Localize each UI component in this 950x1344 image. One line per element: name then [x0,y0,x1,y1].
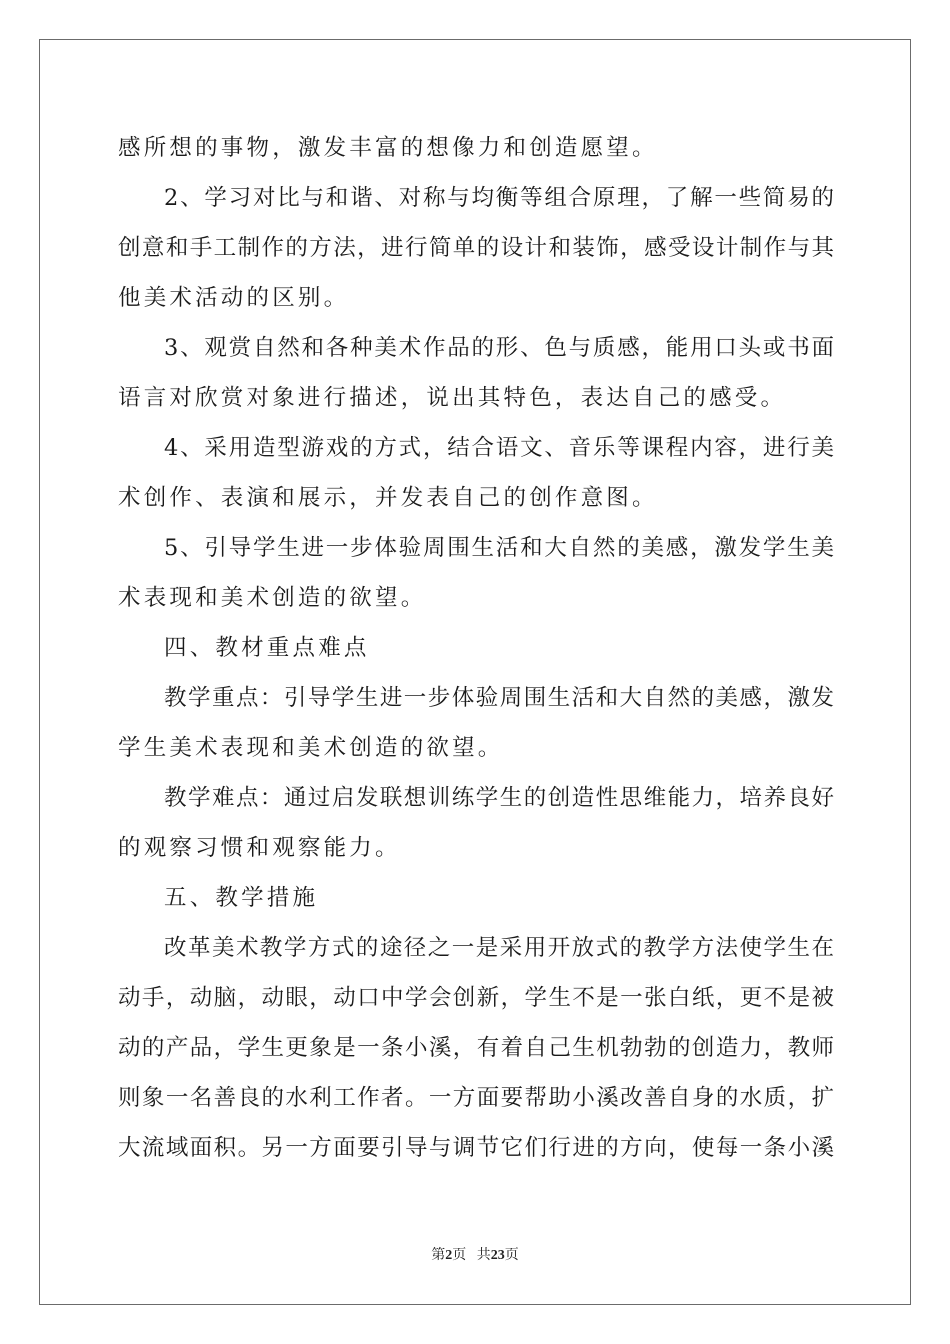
text-line: 5、引导学生进一步体验周围生活和大自然的美感，激发学生美 [164,535,834,561]
text-line: 五、教学措施 [164,885,319,911]
text-line: 改革美术教学方式的途径之一是采用开放式的教学方法使学生在 [164,935,834,961]
text-line: 4、采用造型游戏的方式，结合语文、音乐等课程内容，进行美 [164,435,834,461]
page-footer [0,1244,950,1264]
text-line: 的观察习惯和观察能力。 [118,835,401,861]
text-line: 动手，动脑，动眼，动口中学会创新，学生不是一张白纸，更不是被 [118,985,834,1011]
page-number: 2 [445,1248,453,1263]
total-suffix: 页 [504,1248,519,1263]
text-line: 2、学习对比与和谐、对称与均衡等组合原理，了解一些简易的 [164,185,834,211]
text-line: 动的产品，学生更象是一条小溪，有着自己生机勃勃的创造力，教师 [118,1035,834,1061]
text-line: 语言对欣赏对象进行描述，说出其特色，表达自己的感受。 [118,385,787,411]
document-body [118,123,834,1173]
text-line: 感所想的事物，激发丰富的想像力和创造愿望。 [118,135,658,161]
text-line: 大流域面积。另一方面要引导与调节它们行进的方向，使每一条小溪 [118,1135,834,1161]
text-line: 四、教材重点难点 [164,635,370,661]
text-line: 创意和手工制作的方法，进行简单的设计和装饰，感受设计制作与其 [118,235,834,261]
page-prefix: 第 [431,1248,446,1263]
total-pages: 23 [490,1248,505,1263]
total-prefix: 共 [476,1248,491,1263]
text-line: 则象一名善良的水利工作者。一方面要帮助小溪改善自身的水质，扩 [118,1085,834,1111]
text-line: 学生美术表现和美术创造的欲望。 [118,735,504,761]
text-line: 教学难点：通过启发联想训练学生的创造性思维能力，培养良好 [164,785,834,811]
text-line: 术表现和美术创造的欲望。 [118,585,427,611]
text-line: 他美术活动的区别。 [118,285,350,311]
text-line: 教学重点：引导学生进一步体验周围生活和大自然的美感，激发 [164,685,834,711]
page-suffix: 页 [452,1248,467,1263]
text-line: 术创作、表演和展示，并发表自己的创作意图。 [118,485,658,511]
text-line: 3、观赏自然和各种美术作品的形、色与质感，能用口头或书面 [164,335,834,361]
